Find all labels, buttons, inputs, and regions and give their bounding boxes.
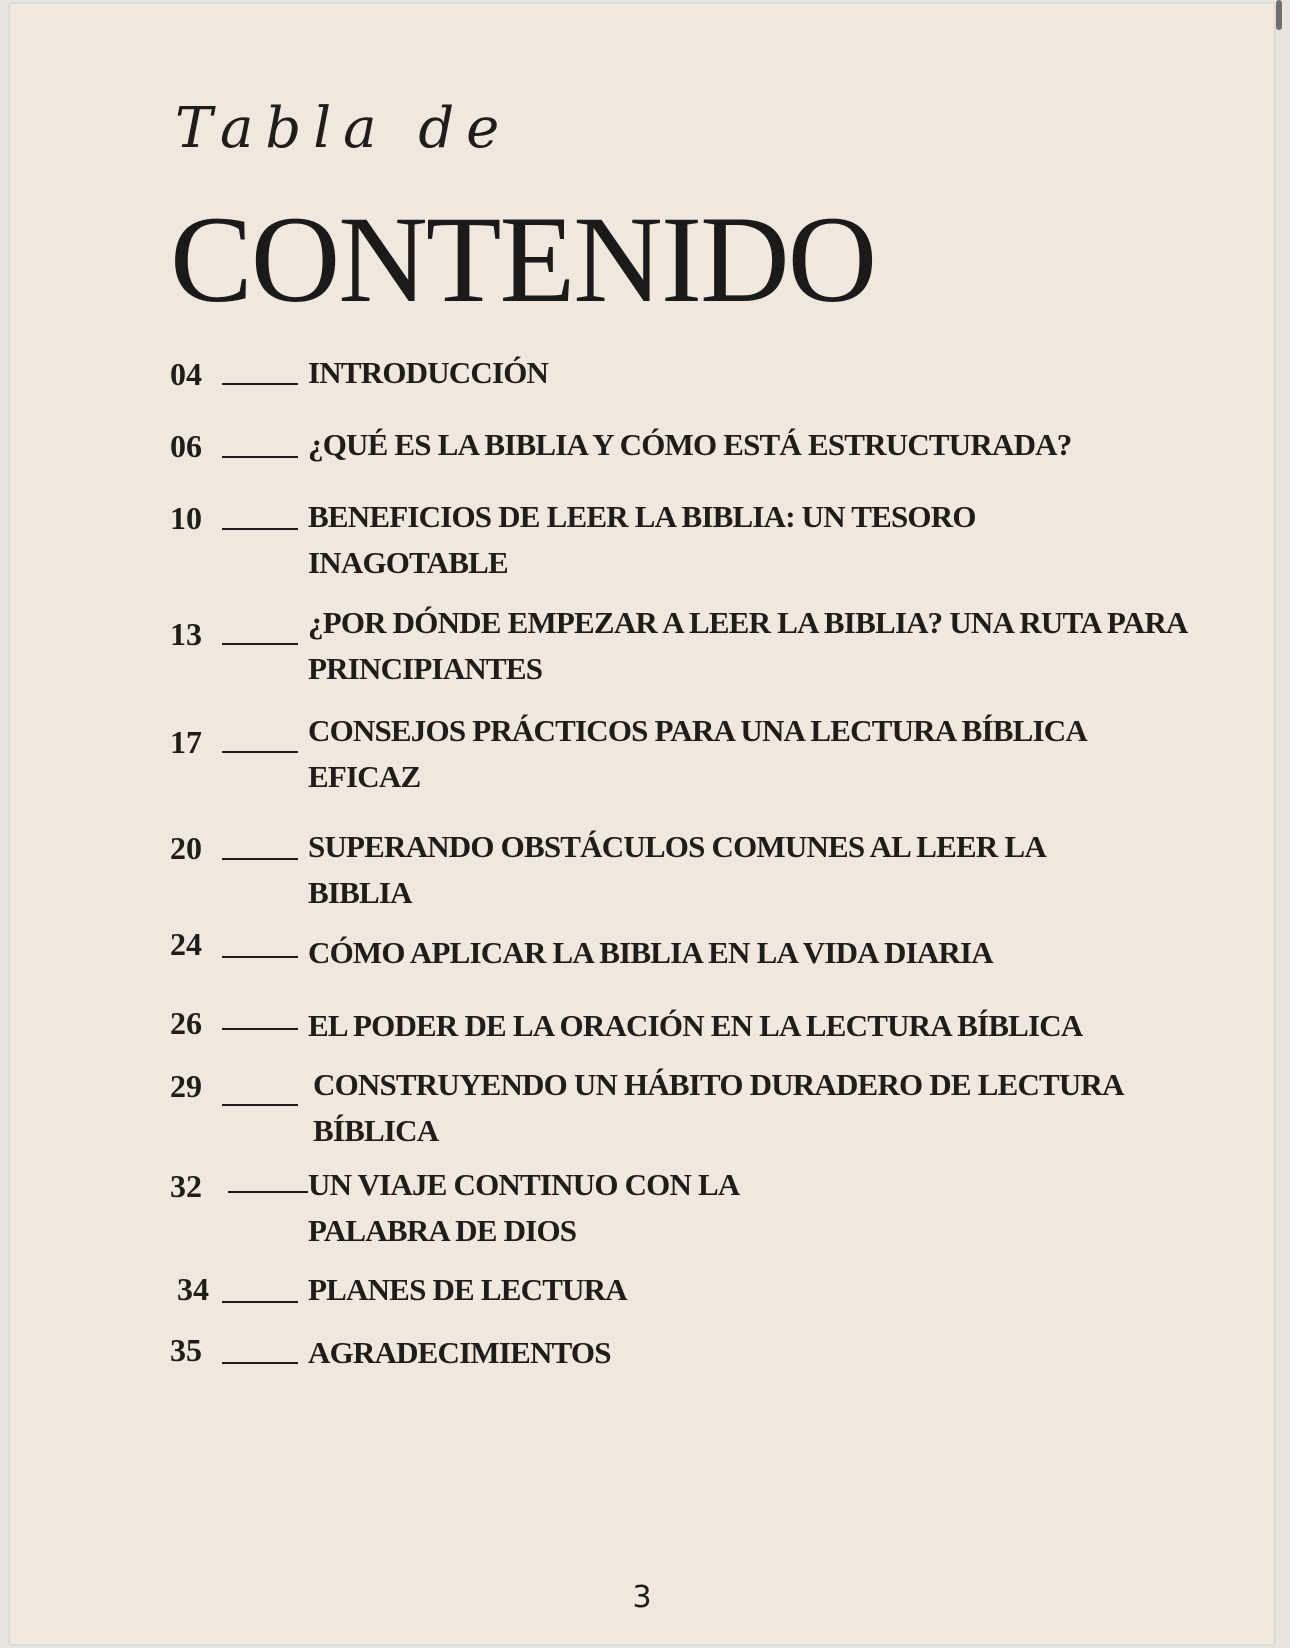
toc-leader-line [222,858,298,860]
toc-entry-title: EL PODER DE LA ORACIÓN EN LA LECTURA BÍBLICA [308,1008,1083,1043]
toc-page-number: 29 [170,1068,202,1104]
toc-leader-line [222,643,298,645]
toc-page-number: 13 [170,616,202,652]
toc-entry-title: BENEFICIOS DE LEER LA BIBLIA: UN TESORO INAGOTABLE [308,499,976,580]
toc-leader-line [222,1362,298,1364]
toc-leader-line [222,528,298,530]
toc-entry-title: SUPERANDO OBSTÁCULOS COMUNES AL LEER LA BIBLIA [308,829,1045,910]
toc-entry[interactable] [10,1068,1274,1168]
document-page [10,4,1274,1644]
toc-entry-title: INTRODUCCIÓN [308,355,549,390]
toc-entry[interactable] [10,1332,1274,1432]
toc-leader-line [222,1301,298,1303]
toc-entry[interactable] [10,605,1274,716]
toc-page-number: 34 [177,1271,209,1307]
toc-entry-title: AGRADECIMIENTOS [308,1335,611,1370]
toc-page-number: 06 [170,428,202,464]
toc-leader-line [222,956,298,958]
toc-page-number: 35 [170,1332,202,1368]
toc-leader-line [222,751,298,753]
scrollbar[interactable] [1276,0,1282,30]
toc-leader-line [222,1104,298,1106]
toc-page-number: 26 [170,1005,202,1041]
toc-page-number: 04 [170,356,202,392]
toc-entry[interactable] [10,713,1274,824]
toc-entry-title: CÓMO APLICAR LA BIBLIA EN LA VIDA DIARIA [308,935,993,970]
toc-leader-line [222,383,298,385]
toc-entry-title: ¿QUÉ ES LA BIBLIA Y CÓMO ESTÁ ESTRUCTURADA? [308,427,1072,462]
toc-page-number: 10 [170,500,202,536]
toc-entry[interactable] [10,1168,1274,1268]
toc-entry[interactable] [10,500,1274,600]
toc-page-number: 32 [170,1168,202,1204]
toc-entry-title: CONSEJOS PRÁCTICOS PARA UNA LECTURA BÍBLICA EFICAZ [308,713,1086,794]
title-main: CONTENIDO [170,191,876,328]
toc-entry[interactable] [10,830,1274,930]
toc-entry-title: ¿POR DÓNDE EMPEZAR A LEER LA BIBLIA? UNA RUTA PARA PRINCIPIANTES [308,605,1186,686]
toc-page-number: 24 [170,926,202,962]
toc-page-number: 20 [170,830,202,866]
toc-leader-line [222,1028,298,1030]
toc-leader-line [222,456,298,458]
toc-entry-title: UN VIAJE CONTINUO CON LA PALABRA DE DIOS [308,1167,738,1248]
page-number: 3 [632,1580,652,1615]
toc-entry-title: CONSTRUYENDO UN HÁBITO DURADERO DE LECTURA BÍBLICA [313,1067,1122,1148]
toc-entry-title: PLANES DE LECTURA [308,1272,627,1307]
title-small: Tabla de [175,96,512,161]
toc-page-number: 17 [170,724,202,760]
toc-leader-line [228,1191,308,1193]
